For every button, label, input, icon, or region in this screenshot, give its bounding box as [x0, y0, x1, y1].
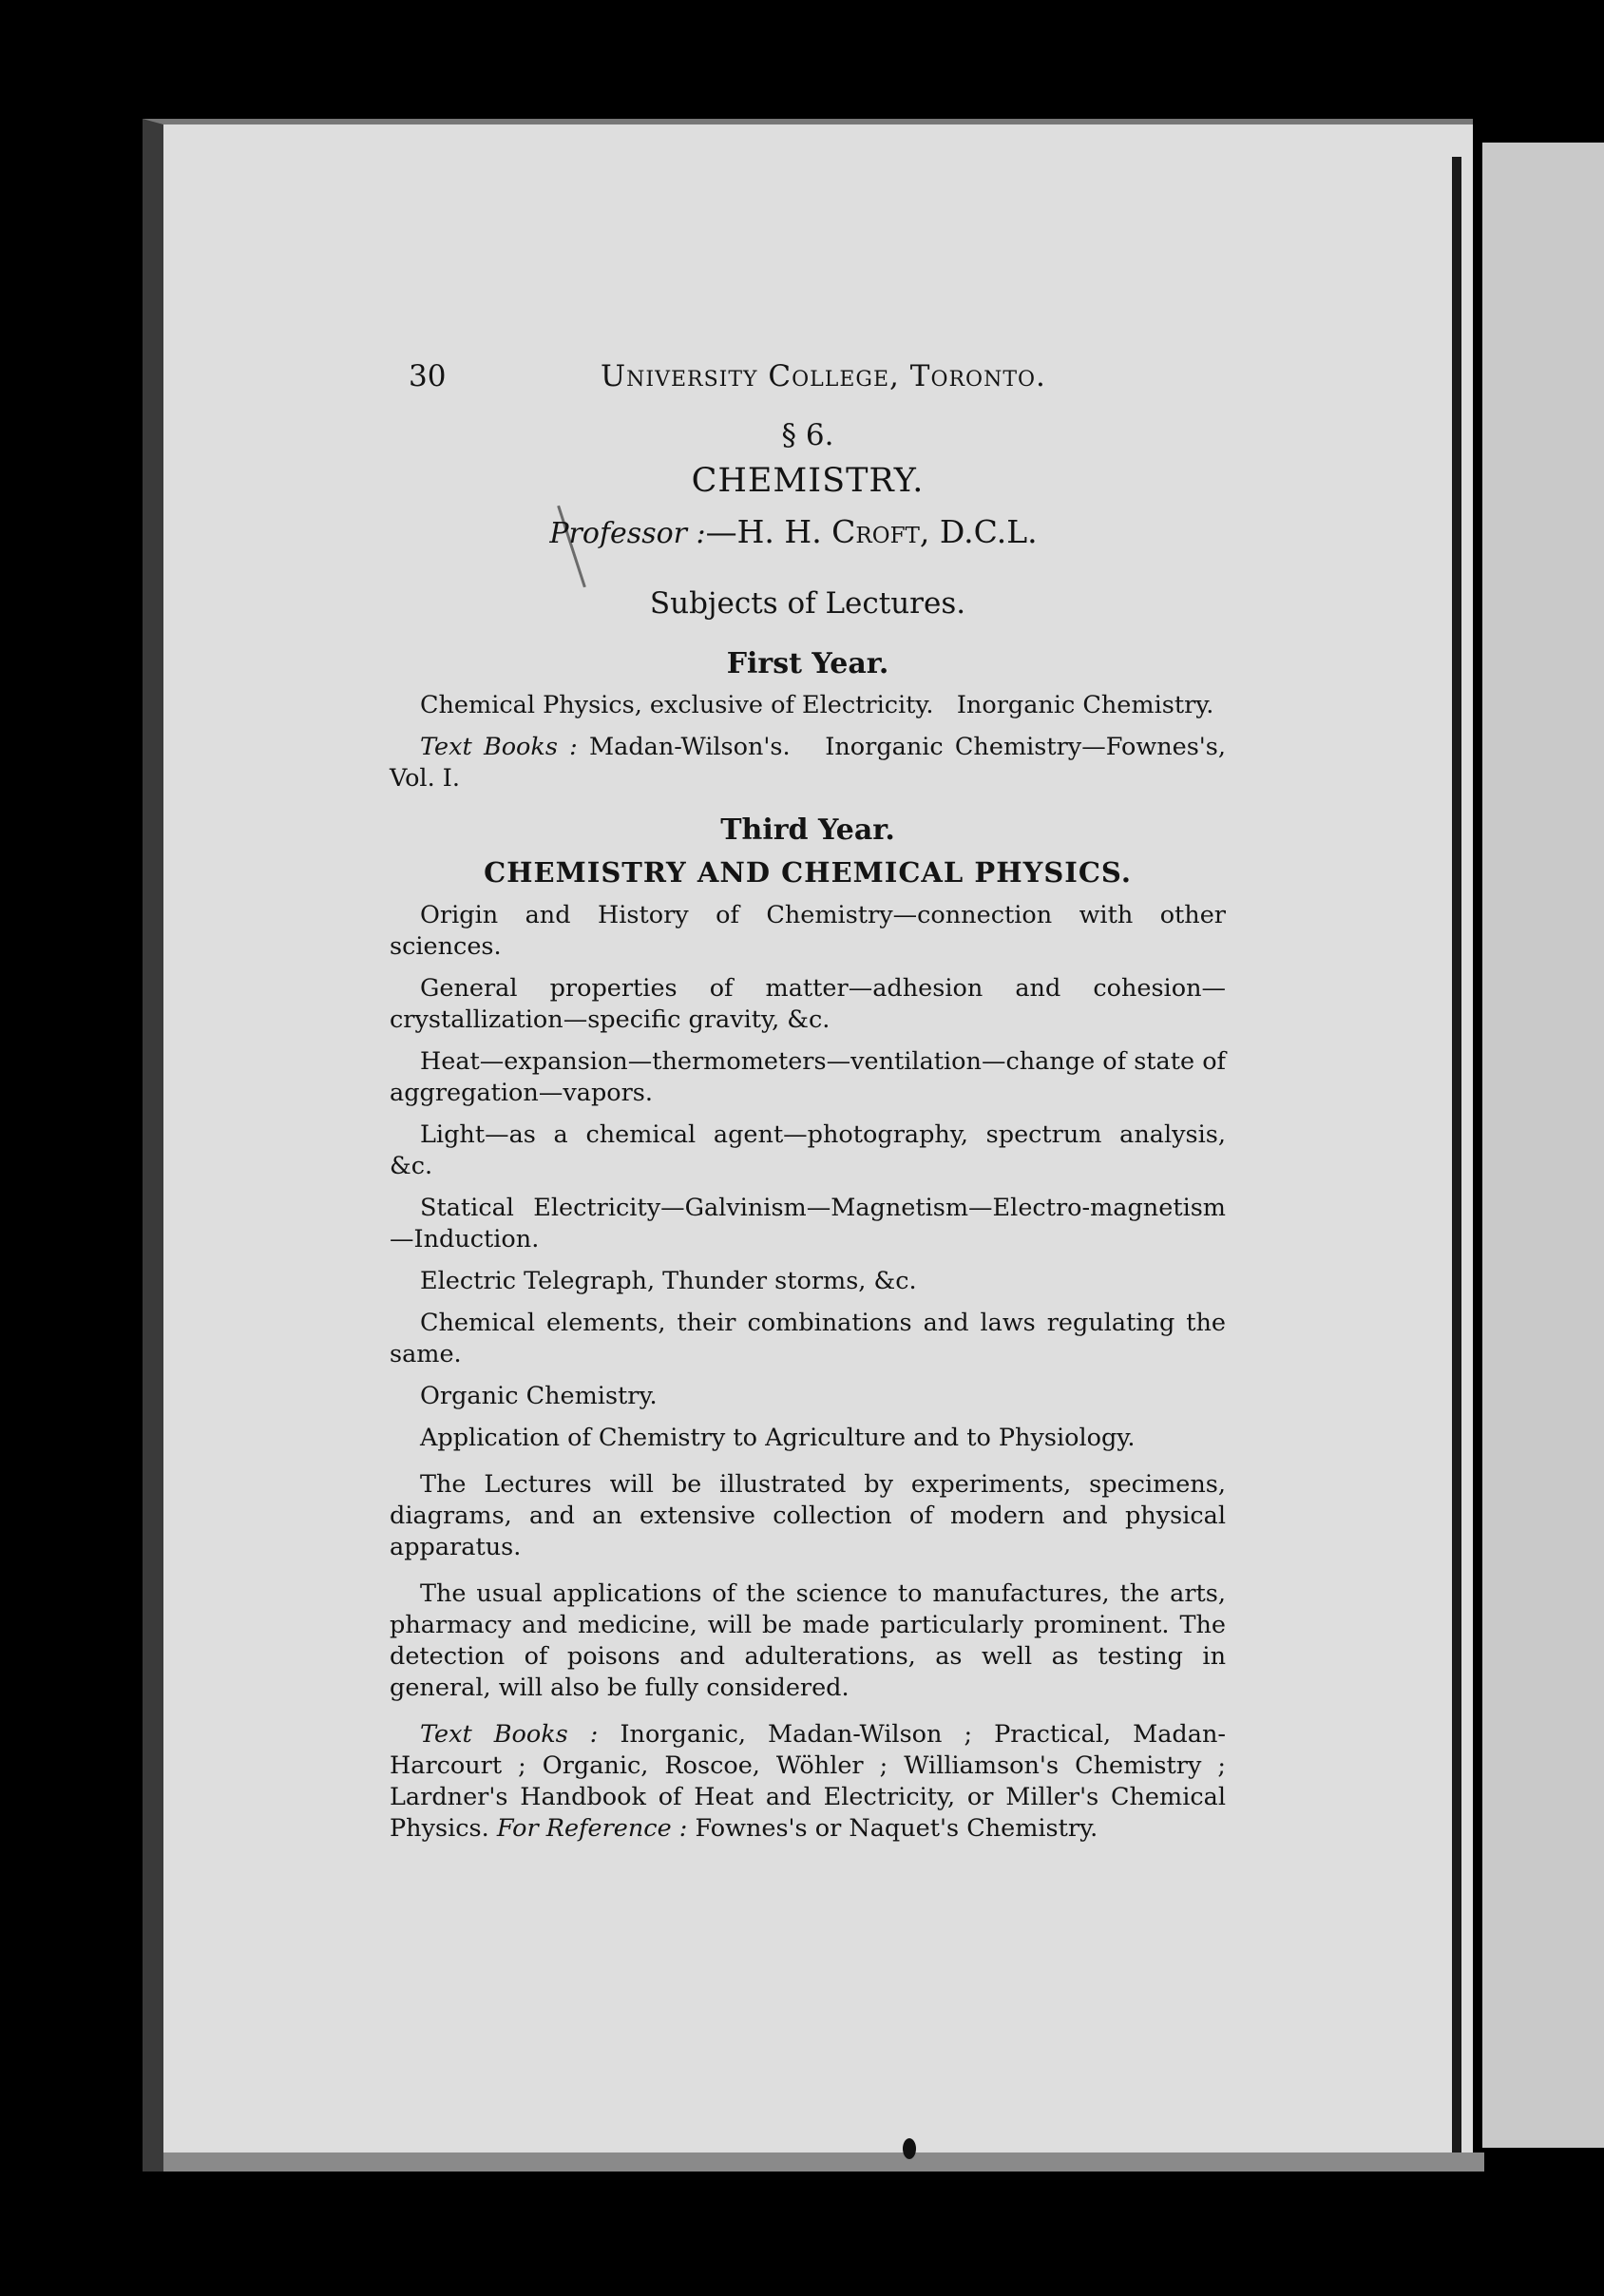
- subjects-heading: Subjects of Lectures.: [649, 586, 966, 621]
- first-year-textbooks-label: Text Books :: [420, 733, 578, 761]
- running-title: University College, Toronto.: [601, 359, 1046, 393]
- third-year-subheading: CHEMISTRY AND CHEMICAL PHYSICS.: [484, 856, 1132, 889]
- topic-item: General properties of matter—adhesion and cohesion—crystallization—specific gravity, &c.: [390, 974, 1226, 1034]
- section-mark: § 6.: [781, 418, 834, 452]
- applications-paragraph: The usual applications of the science to manufactures, the arts, pharmacy and medicine, will be made particularly prominent. The detection of poisons and adulterations, as well as testing in general, will also be fully considered.: [390, 1579, 1226, 1702]
- topic-item: Organic Chemistry.: [420, 1382, 658, 1410]
- topic-item: Application of Chemistry to Agriculture and to Physiology.: [420, 1424, 1136, 1452]
- first-year-textbooks-text: Madan-Wilson's. Inorganic Chemistry—Fownes's, Vol. I.: [390, 733, 1234, 793]
- reference-label: For Reference :: [496, 1814, 688, 1843]
- topic-item: Chemical elements, their combinations and laws regulating the same.: [390, 1309, 1226, 1368]
- professor-dash: —: [705, 513, 737, 550]
- facing-page-edge: [1482, 143, 1604, 2148]
- professor-line: [361, 513, 1226, 550]
- reference-text: Fownes's or Naquet's Chemistry.: [695, 1814, 1098, 1843]
- page-text: [390, 359, 1234, 1855]
- first-year-heading: First Year.: [726, 647, 889, 680]
- topic-item: Origin and History of Chemistry—connection with other sciences.: [390, 901, 1226, 961]
- first-year-line: Chemical Physics, exclusive of Electricity. Inorganic Chemistry.: [420, 691, 1214, 719]
- lectures-paragraph: The Lectures will be illustrated by experiments, specimens, diagrams, and an extensive collection of modern and physical apparatus.: [390, 1470, 1226, 1561]
- section-title: CHEMISTRY.: [691, 462, 925, 500]
- first-year-textbooks: [390, 732, 1234, 794]
- third-year-heading: Third Year.: [720, 813, 895, 847]
- topic-item: Electric Telegraph, Thunder storms, &c.: [420, 1267, 917, 1295]
- smudge-mark: [903, 2138, 916, 2159]
- third-year-textbooks-text: Inorganic, Madan-Wilson ; Practical, Madan-Harcourt ; Organic, Roscoe, Wöhler ; Williamson's Chemistry ; Lardner's Handbook of Heat and Electricity, or Miller's Chemical Physics.: [390, 1720, 1226, 1843]
- binding-rule: [1452, 157, 1461, 2172]
- topic-item: Heat—expansion—thermometers—ventilation—change of state of aggregation—vapors.: [390, 1047, 1226, 1107]
- third-year-textbooks-label: Text Books :: [420, 1720, 599, 1749]
- professor-name: H. H. Croft, D.C.L.: [736, 513, 1038, 550]
- running-head: [390, 359, 1226, 411]
- page-number: 30: [409, 359, 447, 393]
- topic-item: Light—as a chemical agent—photography, spectrum analysis, &c.: [390, 1120, 1226, 1180]
- page-bottom-edge: [163, 2152, 1484, 2172]
- third-year-textbooks: [390, 1719, 1226, 1845]
- professor-label: Professor :: [549, 517, 706, 550]
- topic-item: Statical Electricity—Galvinism—Magnetism—Electro-magnetism—Induction.: [390, 1194, 1226, 1253]
